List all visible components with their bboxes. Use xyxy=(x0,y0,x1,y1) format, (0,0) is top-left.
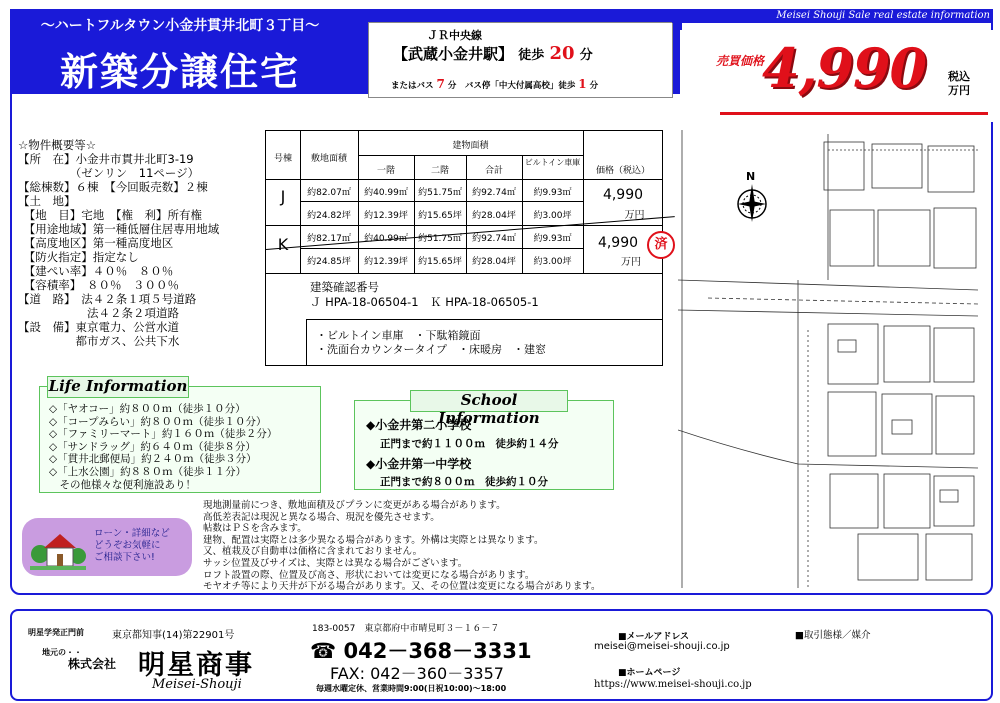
business-hours: 毎週水曜定休、営業時間9:00(日祝10:00)～18:00 xyxy=(316,684,507,693)
life-item: ◇「上水公園」約８８０ｍ（徒歩１１分） xyxy=(49,465,247,478)
footer xyxy=(10,609,993,701)
row-j-land-m: 約82.07㎡ xyxy=(307,188,351,198)
price-label: 売買価格 xyxy=(716,54,765,68)
school-info-title: School Information xyxy=(410,390,568,412)
fax-row xyxy=(330,661,504,684)
row-j-no: J xyxy=(280,187,286,206)
walk-label: 徒歩 xyxy=(518,48,545,63)
company-prefix: 地元の・・ xyxy=(42,648,82,657)
sold-stamp: 済 xyxy=(647,231,675,259)
company-kind: 株式会社 xyxy=(68,657,117,671)
row-k-total-m: 約92.74㎡ xyxy=(472,234,516,244)
bus-walk-unit: 分 xyxy=(589,81,599,91)
overview-line: 【地 目】宅地 【権 利】所有権 xyxy=(18,208,202,222)
features-line-2: ・洗面台カウンタータイプ ・床暖房 ・建窓 xyxy=(316,343,547,356)
note-line: ロフト設置の際、位置及び高さ、形状においては変更になる場合があります。 xyxy=(203,569,535,581)
th-2f: 二階 xyxy=(430,166,449,176)
school-2-distance: 正門まで約８００ｍ 徒歩約１０分 xyxy=(380,476,548,488)
overview-line: 法４２条２項道路 xyxy=(18,306,179,320)
life-item: ◇「サンドラッグ」約６４０ｍ（徒歩８分） xyxy=(49,440,256,453)
school-1-distance: 正門まで約１１００ｍ 徒歩約１４分 xyxy=(380,438,559,450)
life-info-list xyxy=(49,403,277,491)
overview-line: 【総棟数】６棟 【今回販売数】２棟 xyxy=(18,180,208,194)
overview-line: 【用途地域】第一種低層住居専用地域 xyxy=(18,222,220,236)
row-k-2f-t: 約15.65坪 xyxy=(418,257,462,267)
loan-line: どうぞお気軽に xyxy=(94,540,161,551)
overview-line: 【土 地】 xyxy=(18,194,76,208)
disclaimer-notes xyxy=(203,500,600,593)
row-j-garage-t: 約3.00坪 xyxy=(533,211,572,221)
life-item: ◇「ヤオコー」約８００ｍ（徒歩１０分） xyxy=(49,403,246,415)
note-line: モヤオチ等により天井が下がる場合があります。又、その位置は変更になる場合があります。 xyxy=(203,581,601,593)
company-roman: Meisei-Shouji xyxy=(152,677,242,692)
north-compass xyxy=(730,170,774,224)
site-plan-drawing xyxy=(678,130,984,588)
note-line: 高低差表記は現況と異なる場合、現況を優先させます。 xyxy=(203,511,440,523)
row-k-no: K xyxy=(277,235,289,254)
note-line: 建物、配置は実際とは多少異なる場合があります。外構は実際とは異なります。 xyxy=(203,534,544,546)
company-name: 明星商事 xyxy=(138,650,254,681)
overview-heading: ☆物件概要等☆ xyxy=(18,138,97,152)
note-line: 又、植栽及び自動車は価格に含まれておりません。 xyxy=(203,546,423,558)
life-info-title: Life Information xyxy=(47,376,189,398)
bus-prefix: またはバス xyxy=(391,81,434,91)
tel-number[interactable]: 042－368－3331 xyxy=(343,639,532,663)
row-j-2f-m: 約51.75㎡ xyxy=(418,188,462,198)
postal-address: 183-0057 東京都府中市晴見町３－１６－７ xyxy=(312,624,500,634)
life-item: ◇「コープみらい」約８００ｍ（徒歩１０分） xyxy=(49,415,267,428)
permit-label: 建築確認番号 xyxy=(310,280,379,294)
row-j-total-t: 約28.04坪 xyxy=(472,211,516,221)
house-icon xyxy=(30,524,86,572)
life-item: ◇「貫井北郵便局」約２４０ｍ（徒歩３分） xyxy=(49,453,257,466)
row-k-2f-m: 約51.75㎡ xyxy=(418,234,462,244)
school-2: ◆小金井第一中学校 xyxy=(366,457,472,471)
spec-table xyxy=(265,130,668,366)
station-box xyxy=(368,22,673,98)
license-number: 東京都知事(14)第22901号 xyxy=(112,630,235,641)
row-k-garage-t: 約3.00坪 xyxy=(533,257,572,267)
note-line: サッシ位置及びサイズは、実際とは異なる場合がございます。 xyxy=(203,557,468,569)
row-j-land-t: 約24.82坪 xyxy=(307,211,351,221)
walk-minutes: 20 xyxy=(549,43,575,64)
overview-line: 【所 在】小金井市貫井北町3-19 xyxy=(18,152,194,166)
row-k-1f-t: 約12.39坪 xyxy=(364,257,408,267)
walk-unit: 分 xyxy=(579,48,593,63)
th-land: 敷地面積 xyxy=(310,154,347,164)
row-k-land-m: 約82.17㎡ xyxy=(307,234,351,244)
row-k-price: 4,990 xyxy=(597,235,639,251)
row-j-1f-t: 約12.39坪 xyxy=(364,211,408,221)
th-no: 号棟 xyxy=(273,154,292,164)
site-plan xyxy=(678,130,984,588)
overview-line: 【高度地区】第一種高度地区 xyxy=(18,236,174,250)
bus-stop: 分 バス停「中大付属高校」徒歩 xyxy=(447,81,576,91)
mail-address[interactable]: meisei@meisei-shouji.co.jp xyxy=(594,641,730,652)
row-j-price-unit: 万円 xyxy=(624,210,645,221)
row-j-2f-t: 約15.65坪 xyxy=(418,211,462,221)
overview-line: 【容積率】 ８０％ ３００％ xyxy=(18,278,179,292)
header-subtitle: ～ハートフルタウン小金井貫井北町３丁目～ xyxy=(40,18,320,34)
price-tax: 税込 xyxy=(948,70,970,83)
fax-number: 042－360－3357 xyxy=(370,664,504,683)
features-line-1: ・ビルトイン車庫 ・下駄箱鏡面 xyxy=(316,329,481,342)
price-unit: 万円 xyxy=(948,84,970,97)
transaction-type: ■取引態様／媒介 xyxy=(795,630,871,641)
compass-n: N xyxy=(746,170,756,183)
price-underline xyxy=(720,112,988,115)
license-label: 明星学発正門前 xyxy=(28,628,84,637)
note-line: 帖数はＰＳを含みます。 xyxy=(203,523,307,535)
school-1: ◆小金井第二小学校 xyxy=(366,418,472,432)
property-overview xyxy=(18,138,219,348)
loan-line: ローン・詳細など xyxy=(94,528,170,539)
fax-label: FAX: xyxy=(330,664,366,683)
loan-line: ご相談下さい! xyxy=(94,552,155,563)
hp-label: ■ホームページ xyxy=(618,668,681,678)
row-k-land-t: 約24.85坪 xyxy=(307,257,351,267)
station-name: 【武蔵小金井駅】 xyxy=(393,45,514,63)
th-building: 建物面積 xyxy=(452,141,489,151)
row-j-total-m: 約92.74㎡ xyxy=(472,188,516,198)
overview-line: 【防火指定】指定なし xyxy=(18,250,139,264)
row-k-1f-m: 約40.99㎡ xyxy=(364,234,408,244)
homepage-link[interactable]: https://www.meisei-shouji.co.jp xyxy=(594,679,752,690)
station-line: ＪＲ中央線 xyxy=(427,29,482,42)
row-k-garage-m: 約9.93㎡ xyxy=(533,234,572,244)
th-price: 価格（税込） xyxy=(595,166,650,176)
right-banner-text: Meisei Shouji Sale real estate information xyxy=(776,10,990,21)
bus-row xyxy=(391,77,598,91)
row-k-total-t: 約28.04坪 xyxy=(472,257,516,267)
note-line: 現地測量前につき、敷地面積及びプランに変更がある場合があります。 xyxy=(203,500,506,511)
row-j-price: 4,990 xyxy=(602,187,644,203)
life-item: ◇「ファミリーマート」約１６０ｍ（徒歩２分） xyxy=(49,428,278,441)
station-name-row xyxy=(393,43,593,64)
th-total: 合計 xyxy=(484,166,503,176)
loan-text xyxy=(94,528,170,564)
loan-bubble xyxy=(22,518,192,576)
overview-line: 【建ぺい率】４０％ ８０％ xyxy=(18,264,174,278)
overview-line: 【道 路】 法４２条１項５号道路 xyxy=(18,292,197,306)
overview-line: （ゼンリン 11ページ） xyxy=(18,166,200,180)
life-item: その他様々な便利施設あり！ xyxy=(49,478,196,491)
permit-numbers: Ｊ HPA-18-06504-1 Ｋ HPA-18-06505-1 xyxy=(310,295,539,309)
overview-line: 都市ガス、公共下水 xyxy=(18,334,180,348)
row-k-price-unit: 万円 xyxy=(621,257,641,268)
mail-label: ■メールアドレス xyxy=(618,632,690,642)
bus-walk-minutes: 1 xyxy=(578,77,587,91)
row-j-1f-m: 約40.99㎡ xyxy=(364,188,408,198)
th-garage: ビルトイン車庫 xyxy=(524,158,581,167)
bus-minutes: 7 xyxy=(436,77,445,91)
row-j-garage-m: 約9.93㎡ xyxy=(533,188,572,198)
header-banner xyxy=(10,9,350,94)
price-box xyxy=(680,30,993,122)
phone-icon: ☎ xyxy=(310,639,337,663)
header-title: 新築分譲住宅 xyxy=(59,49,300,94)
price-value: 4,990 xyxy=(762,36,927,100)
th-1f: 一階 xyxy=(376,166,395,176)
overview-line: 【設 備】東京電力、公営水道 xyxy=(18,320,179,334)
